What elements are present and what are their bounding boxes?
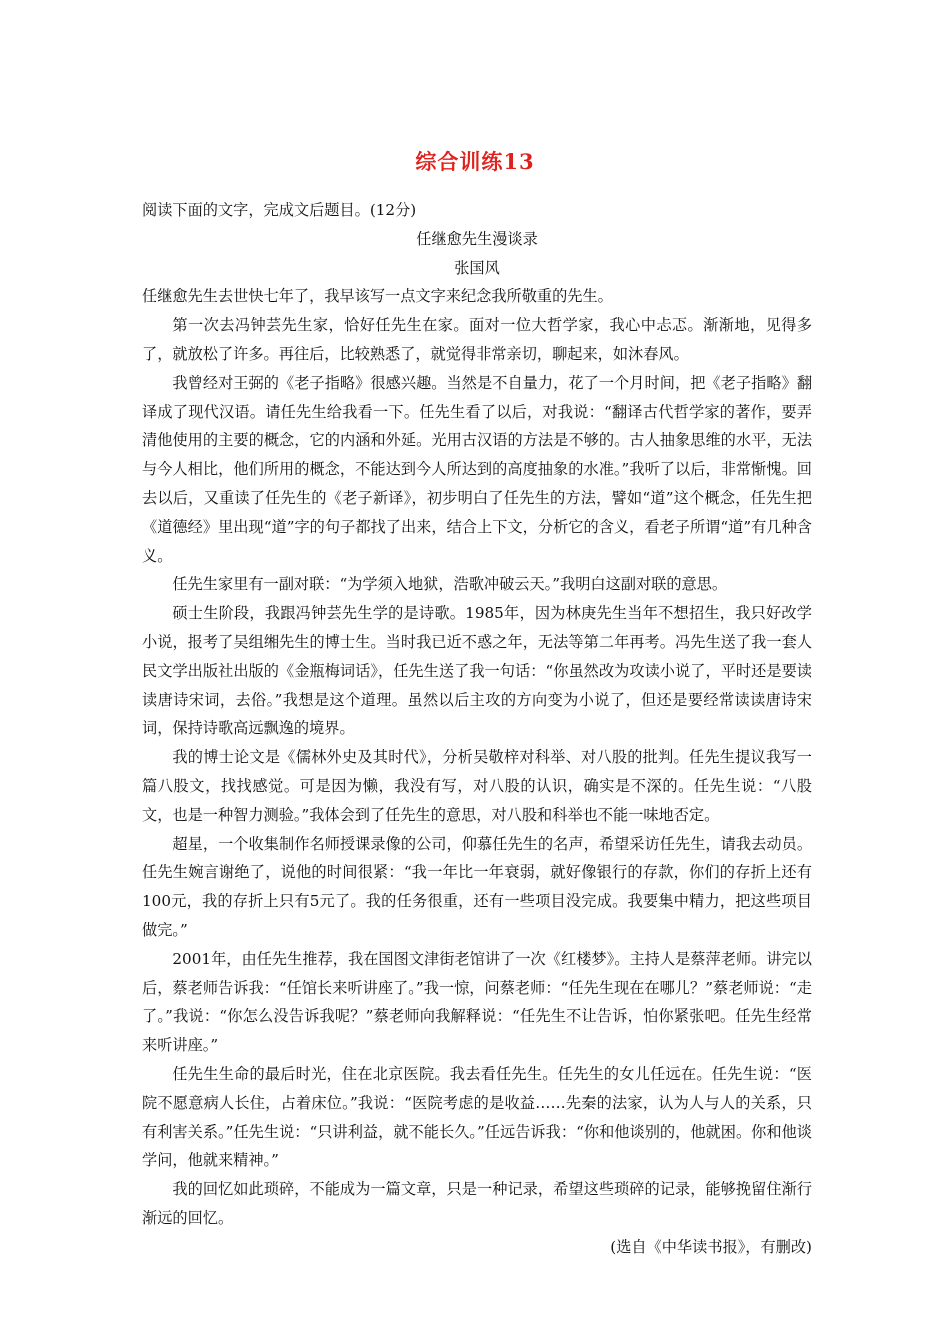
paragraph: 2001年，由任先生推荐，我在国图文津街老馆讲了一次《红楼梦》。主持人是蔡萍老师。讲完以后，蔡老师告诉我：“任馆长来听讲座了。”我一惊，问蔡老师：“任先生现在在哪儿？”蔡老师说：“走了。”我说：“你怎么没告诉我呢？”蔡老师向我解释说：“任先生不让告诉，怕你紧张吧。任先生经常来听讲座。” xyxy=(142,949,812,1055)
article-body xyxy=(142,196,812,1261)
source-citation: (选自《中华读书报》，有删改) xyxy=(610,1237,812,1256)
instruction-text: 阅读下面的文字，完成文后题目。(12分) xyxy=(142,201,417,219)
first-line: 任继愈先生去世快七年了，我早该写一点文字来纪念我所敬重的先生。 xyxy=(142,287,613,306)
article-title: 任继愈先生漫谈录 xyxy=(416,229,538,248)
paragraph: 硕士生阶段，我跟冯钟芸先生学的是诗歌。1985年，因为林庚先生当年不想招生，我只好改学小说，报考了吴组缃先生的博士生。当时我已近不惑之年，无法等第二年再考。冯先生送了我一套人民文学出版社出版的《金瓶梅词话》，任先生送了我一句话：“你虽然改为攻读小说了，平时还是要读读唐诗宋词，去俗。”我想是这个道理。虽然以后主攻的方向变为小说了，但还是要经常读读唐诗宋词，保持诗歌高远飘逸的境界。 xyxy=(142,604,812,738)
paragraph: 超星，一个收集制作名师授课录像的公司，仰慕任先生的名声，希望采访任先生，请我去动员。任先生婉言谢绝了，说他的时间很紧：“我一年比一年衰弱，就好像银行的存款，你们的存折上还有100元，我的存折上只有5元了。我的任务很重，还有一些项目没完成。我要集中精力，把这些项目做完。” xyxy=(142,834,812,939)
paragraph: 我的博士论文是《儒林外史及其时代》，分析吴敬梓对科举、对八股的批判。任先生提议我写一篇八股文，找找感觉。可是因为懒，我没有写，对八股的认识，确实是不深的。任先生说：“八股文，也是一种智力测验。”我体会到了任先生的意思，对八股和科举也不能一味地否定。 xyxy=(142,748,812,824)
paragraph: 我的回忆如此琐碎，不能成为一篇文章，只是一种记录，希望这些琐碎的记录，能够挽留住渐行渐远的回忆。 xyxy=(142,1180,812,1227)
paragraph: 第一次去冯钟芸先生家，恰好任先生在家。面对一位大哲学家，我心中忐忑。渐渐地，见得多了，就放松了许多。再往后，比较熟悉了，就觉得非常亲切，聊起来，如沐春风。 xyxy=(142,316,812,363)
paragraph: 我曾经对王弼的《老子指略》很感兴趣。当然是不自量力，花了一个月时间，把《老子指略》翻译成了现代汉语。请任先生给我看一下。任先生看了以后，对我说：“翻译古代哲学家的著作，要弄清他使用的主要的概念，它的内涵和外延。光用古汉语的方法是不够的。古人抽象思维的水平，无法与今人相比，他们所用的概念，不能达到今人所达到的高度抽象的水准。”我听了以后，非常惭愧。回去以后，又重读了任先生的《老子新译》，初步明白了任先生的方法，譬如“道”这个概念，任先生把《道德经》里出现“道”字的句子都找了出来，结合上下文，分析它的含义，看老子所谓“道”有几种含义。 xyxy=(142,373,812,565)
paragraph: 任先生家里有一副对联：“为学须入地狱，浩歌冲破云天。”我明白这副对联的意思。 xyxy=(172,575,728,594)
page-title: 综合训练13 xyxy=(415,149,535,174)
paragraph: 任先生生命的最后时光，住在北京医院。我去看任先生。任先生的女儿任远在。任先生说：“医院不愿意病人长住，占着床位。”我说：“医院考虑的是收益……先秦的法家，认为人与人的关系，只有利害关系。”任先生说：“只讲利益，就不能长久。”任远告诉我：“你和他谈别的，他就困。你和他谈学问，他就来精神。” xyxy=(142,1064,812,1170)
article-author: 张国风 xyxy=(454,258,500,277)
